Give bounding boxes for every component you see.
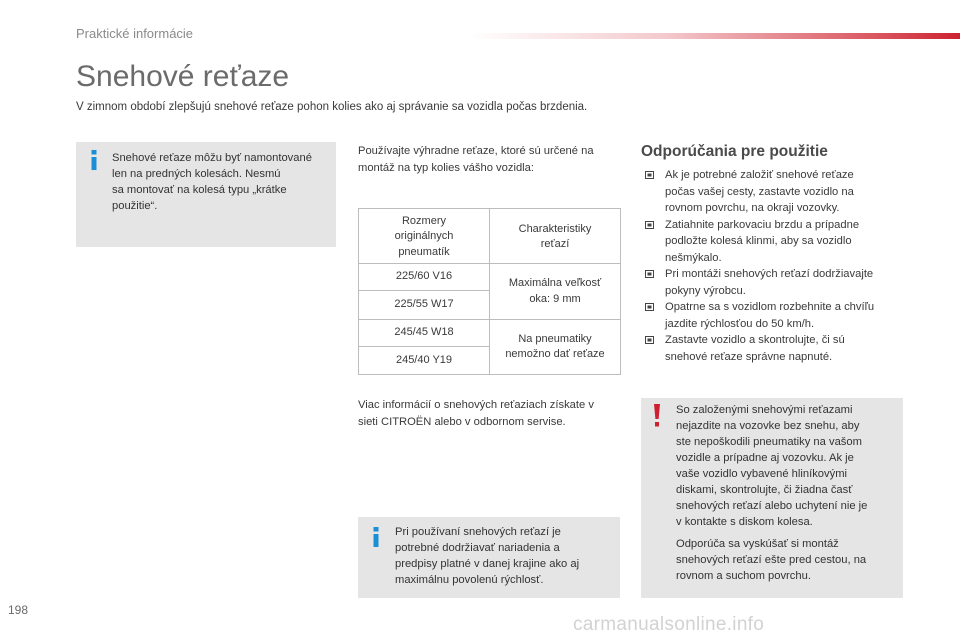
warning-text-2 [676, 536, 901, 584]
more-info-line: sieti CITROËN alebo v odbornom servise. [358, 415, 566, 428]
watermark: carmanualsonline.info [573, 614, 765, 635]
header-line: originálnych [394, 230, 454, 243]
info-box-1-line: sa montovať na kolesá typu „krátke [112, 184, 287, 196]
warning-line: nejazdite na vozovke bez snehu, aby [676, 420, 860, 432]
warning-line: snehových reťazí ešte pred cestou, na [676, 554, 867, 566]
table-cell-size: 245/40 Y19 [395, 353, 453, 366]
warning-line: snehových reťazí alebo uchytení nie je [676, 500, 868, 512]
list-item [641, 266, 906, 299]
page-number: 198 [8, 603, 29, 617]
usage-line: Používajte výhradne reťaze, ktoré sú určené na [358, 145, 594, 157]
info-box-front-wheels [76, 142, 336, 247]
checkbox-bullet-icon [645, 336, 654, 344]
list-item-line: Pri montáži snehových reťazí dodržiavajte [665, 268, 874, 280]
group-line: Maximálna veľkosť [508, 277, 602, 289]
table-header-chain-spec [490, 211, 620, 263]
info-box-2-text [395, 524, 617, 588]
recommendations-title: Odporúčania pre použitie [641, 143, 828, 160]
info-box-1-text [112, 150, 332, 214]
usage-paragraph [358, 143, 623, 176]
list-item [641, 299, 906, 332]
list-item-line: snehové reťaze správne napnuté. [665, 350, 833, 363]
table-cell-size: 245/45 W18 [394, 326, 454, 339]
list-item-line: počas vašej cesty, zastavte vozidlo na [665, 185, 854, 198]
table-header-tire-size [359, 211, 489, 263]
more-info-paragraph [358, 397, 623, 430]
warning-line: vaše vozidlo vybavené hliníkovými [676, 468, 848, 480]
list-item [641, 217, 906, 267]
header-line: reťazí [540, 238, 570, 250]
list-item [641, 332, 906, 365]
checkbox-bullet-icon [645, 171, 654, 179]
group-line: oka: 9 mm [529, 292, 581, 305]
list-item-line: Zastavte vozidlo a skontrolujte, či sú [665, 334, 845, 346]
table-cell-chain-group [490, 320, 620, 374]
info-box-1-line: len na predných kolesách. Nesmú [112, 168, 281, 180]
info-box-2-line: potrebné dodržiavať nariadenia a [395, 542, 560, 554]
info-box-2-line: maximálnu povolenú rýchlosť. [395, 574, 544, 586]
warning-text-1 [676, 402, 901, 530]
group-line: Na pneumatiky [518, 332, 592, 345]
table-cell-size: 225/55 W17 [394, 298, 454, 311]
info-box-1-line: Snehové reťaze môžu byť namontované [112, 152, 312, 164]
usage-line: montáž na typ kolies vášho vozidla: [358, 161, 534, 174]
page-title: Snehové reťaze [76, 60, 290, 93]
more-info-line: Viac informácií o snehových reťaziach získate v [358, 399, 594, 411]
checkbox-bullet-icon [645, 270, 654, 278]
warning-line: rovnom a suchom povrchu. [676, 570, 811, 582]
list-item-line: Ak je potrebné založiť snehové reťaze [665, 169, 854, 181]
section-header: Praktické informácie [76, 26, 194, 41]
group-line: nemožno dať reťaze [505, 348, 605, 360]
list-item-line: rovnom povrchu, na okraji vozovky. [665, 202, 840, 214]
list-item-line: nešmýkalo. [665, 251, 722, 264]
list-item-line: Opatrne sa s vozidlom rozbehnite a chvíľu [665, 301, 875, 313]
tire-chain-table [358, 208, 621, 375]
warning-line: vozidle a prípadne aj vozovku. Ak je [676, 452, 854, 464]
intro-paragraph: V zimnom období zlepšujú snehové reťaze pohon kolies ako aj správanie sa vozidla počas brzdenia. [76, 101, 588, 113]
header-line: Rozmery [401, 214, 446, 227]
recommendations-list [641, 167, 906, 365]
header-accent-bar [470, 33, 960, 39]
info-icon [369, 527, 383, 547]
warning-line: diskami, skontrolujte, či žiadna časť [676, 484, 853, 496]
info-box-regulations [358, 517, 620, 598]
info-icon [87, 150, 101, 170]
list-item-line: podložte kolesá klinmi, aby sa vozidlo [665, 235, 852, 247]
info-box-2-line: predpisy platné v danej krajine ako aj [395, 558, 580, 570]
warning-line: ste nepoškodili pneumatiky na vašom [676, 436, 862, 448]
list-item-line: pokyny výrobcu. [665, 284, 746, 297]
list-item-line: Zatiahnite parkovaciu brzdu a prípadne [665, 218, 860, 231]
header-line: pneumatík [398, 245, 450, 258]
warning-line: So založenými snehovými reťazami [676, 404, 853, 416]
warning-line: v kontakte s diskom kolesa. [676, 516, 813, 528]
warning-box [641, 398, 903, 598]
header-line: Charakteristiky [518, 222, 592, 235]
list-item-line: jazdite rýchlosťou do 50 km/h. [665, 317, 815, 330]
exclamation-icon [652, 404, 662, 428]
info-box-2-line: Pri používaní snehových reťazí je [395, 526, 561, 538]
checkbox-bullet-icon [645, 221, 654, 229]
table-cell-size: 225/60 V16 [395, 270, 453, 283]
warning-line: Odporúča sa vyskúšať si montáž [676, 538, 839, 550]
table-cell-chain-group [490, 264, 620, 319]
checkbox-bullet-icon [645, 303, 654, 311]
list-item [641, 167, 906, 217]
info-box-1-line: použitie“. [112, 200, 158, 212]
